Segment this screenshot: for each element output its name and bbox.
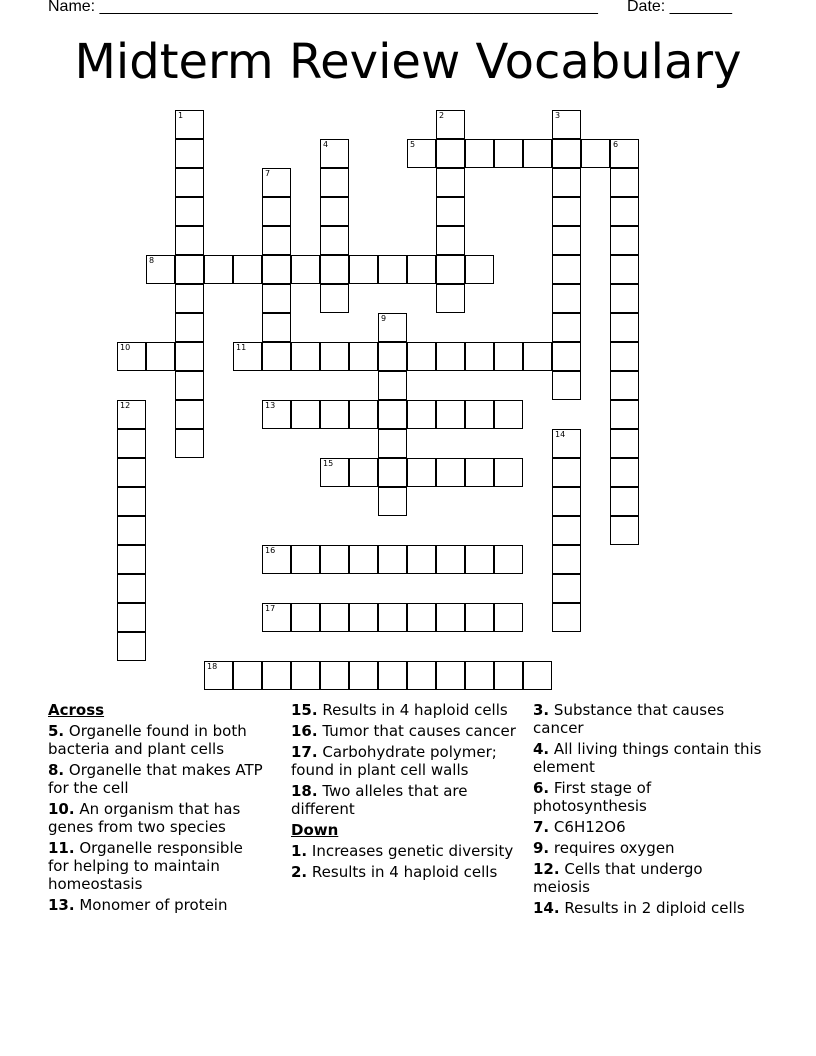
crossword-cell[interactable] xyxy=(610,458,639,487)
clue-down-12 xyxy=(533,860,763,896)
clue-across-17 xyxy=(291,743,521,779)
clue-number-label: 12 xyxy=(120,401,131,410)
crossword-cell[interactable] xyxy=(320,458,349,487)
clue-number-label: 10 xyxy=(120,343,131,352)
crossword-cell[interactable] xyxy=(610,139,639,168)
clue-text: An organism that has genes from two species xyxy=(48,800,241,836)
crossword-cell[interactable] xyxy=(378,487,407,516)
crossword-cell[interactable] xyxy=(117,487,146,516)
clue-number: 2. xyxy=(291,863,308,881)
crossword-cell[interactable] xyxy=(262,603,291,632)
crossword-cell[interactable] xyxy=(552,603,581,632)
clues-column-1 xyxy=(48,701,268,917)
crossword-cell[interactable] xyxy=(552,458,581,487)
crossword-cell[interactable] xyxy=(262,226,291,255)
crossword-cell[interactable] xyxy=(523,139,552,168)
crossword-cell[interactable] xyxy=(378,458,407,487)
crossword-cell[interactable] xyxy=(465,545,494,574)
crossword-cell[interactable] xyxy=(436,226,465,255)
crossword-cell[interactable] xyxy=(262,313,291,342)
clue-text: Results in 2 diploid cells xyxy=(564,899,745,917)
crossword-cell[interactable] xyxy=(465,255,494,284)
crossword-cell[interactable] xyxy=(378,603,407,632)
crossword-cell[interactable] xyxy=(175,168,204,197)
crossword-cell[interactable] xyxy=(523,661,552,690)
crossword-cell[interactable] xyxy=(291,661,320,690)
crossword-cell[interactable] xyxy=(175,284,204,313)
crossword-cell[interactable] xyxy=(378,255,407,284)
crossword-cell[interactable] xyxy=(262,342,291,371)
crossword-cell[interactable] xyxy=(117,400,146,429)
crossword-cell[interactable] xyxy=(610,197,639,226)
crossword-cell[interactable] xyxy=(291,255,320,284)
crossword-cell[interactable] xyxy=(465,458,494,487)
crossword-cell[interactable] xyxy=(436,661,465,690)
crossword-cell[interactable] xyxy=(175,139,204,168)
crossword-cell[interactable] xyxy=(175,197,204,226)
crossword-cell[interactable] xyxy=(175,110,204,139)
crossword-cell[interactable] xyxy=(610,226,639,255)
crossword-cell[interactable] xyxy=(552,371,581,400)
crossword-cell[interactable] xyxy=(494,603,523,632)
clue-number: 11. xyxy=(48,839,75,857)
clue-number-label: 15 xyxy=(323,459,334,468)
crossword-cell[interactable] xyxy=(465,400,494,429)
clue-number-label: 5 xyxy=(410,140,416,149)
crossword-cell[interactable] xyxy=(117,516,146,545)
crossword-cell[interactable] xyxy=(117,632,146,661)
crossword-cell[interactable] xyxy=(349,458,378,487)
clue-text: Organelle responsible for helping to maintain homeostasis xyxy=(48,839,243,893)
date-line: _______ xyxy=(669,0,732,15)
clue-text: Tumor that causes cancer xyxy=(322,722,516,740)
clue-down-4 xyxy=(533,740,763,776)
crossword-cell[interactable] xyxy=(320,168,349,197)
crossword-cell[interactable] xyxy=(117,574,146,603)
clue-number-label: 3 xyxy=(555,111,561,120)
clue-across-13 xyxy=(48,896,268,914)
crossword-cell[interactable] xyxy=(552,342,581,371)
crossword-cell[interactable] xyxy=(465,342,494,371)
clue-number: 7. xyxy=(533,818,550,836)
page-title: Midterm Review Vocabulary xyxy=(74,34,742,90)
clue-text: Cells that undergo meiosis xyxy=(533,860,703,896)
date-field[interactable] xyxy=(627,0,732,16)
crossword-cell[interactable] xyxy=(407,400,436,429)
crossword-cell[interactable] xyxy=(610,371,639,400)
clue-down-14 xyxy=(533,899,763,917)
clue-across-15 xyxy=(291,701,521,719)
crossword-cell[interactable] xyxy=(320,226,349,255)
crossword-cell[interactable] xyxy=(465,603,494,632)
clue-number-label: 14 xyxy=(555,430,566,439)
crossword-cell[interactable] xyxy=(552,226,581,255)
crossword-cell[interactable] xyxy=(552,545,581,574)
clue-across-11 xyxy=(48,839,268,893)
crossword-cell[interactable] xyxy=(262,197,291,226)
crossword-cell[interactable] xyxy=(610,255,639,284)
crossword-cell[interactable] xyxy=(610,168,639,197)
crossword-cell[interactable] xyxy=(378,313,407,342)
crossword-cell[interactable] xyxy=(552,255,581,284)
crossword-cell[interactable] xyxy=(117,342,146,371)
crossword-cell[interactable] xyxy=(436,284,465,313)
clue-number: 14. xyxy=(533,899,560,917)
crossword-cell[interactable] xyxy=(117,545,146,574)
clue-text: Results in 4 haploid cells xyxy=(311,863,498,881)
down-heading: Down xyxy=(291,821,339,839)
crossword-cell[interactable] xyxy=(407,255,436,284)
clues-column-2 xyxy=(291,701,521,884)
clue-number: 13. xyxy=(48,896,75,914)
crossword-cell[interactable] xyxy=(407,545,436,574)
crossword-cell[interactable] xyxy=(552,574,581,603)
clue-number-label: 2 xyxy=(439,111,445,120)
crossword-cell[interactable] xyxy=(610,516,639,545)
clue-number-label: 17 xyxy=(265,604,276,613)
name-field[interactable] xyxy=(48,0,598,16)
clue-number-label: 18 xyxy=(207,662,218,671)
crossword-cell[interactable] xyxy=(494,661,523,690)
crossword-cell[interactable] xyxy=(262,661,291,690)
clue-across-16 xyxy=(291,722,521,740)
crossword-cell[interactable] xyxy=(291,603,320,632)
crossword-cell[interactable] xyxy=(175,342,204,371)
clue-text: Organelle found in both bacteria and plant cells xyxy=(48,722,247,758)
crossword-cell[interactable] xyxy=(436,545,465,574)
crossword-cell[interactable] xyxy=(204,661,233,690)
clue-text: requires oxygen xyxy=(553,839,675,857)
crossword-cell[interactable] xyxy=(436,110,465,139)
crossword-cell[interactable] xyxy=(320,400,349,429)
crossword-cell[interactable] xyxy=(320,139,349,168)
crossword-cell[interactable] xyxy=(552,516,581,545)
crossword-cell[interactable] xyxy=(233,255,262,284)
crossword-cell[interactable] xyxy=(320,255,349,284)
crossword-cell[interactable] xyxy=(117,603,146,632)
clue-number-label: 11 xyxy=(236,343,247,352)
clue-number: 5. xyxy=(48,722,65,740)
crossword-cell[interactable] xyxy=(320,545,349,574)
crossword-cell[interactable] xyxy=(494,342,523,371)
crossword-cell[interactable] xyxy=(523,342,552,371)
crossword-cell[interactable] xyxy=(552,313,581,342)
crossword-cell[interactable] xyxy=(291,545,320,574)
crossword-cell[interactable] xyxy=(436,342,465,371)
clue-number: 3. xyxy=(533,701,550,719)
crossword-cell[interactable] xyxy=(465,139,494,168)
crossword-cell[interactable] xyxy=(407,603,436,632)
crossword-cell[interactable] xyxy=(233,661,262,690)
crossword-cell[interactable] xyxy=(552,487,581,516)
clue-text: Substance that causes cancer xyxy=(533,701,725,737)
clue-number-label: 16 xyxy=(265,546,276,555)
clue-text: Two alleles that are different xyxy=(291,782,468,818)
crossword-cell[interactable] xyxy=(494,458,523,487)
crossword-cell[interactable] xyxy=(349,603,378,632)
crossword-cell[interactable] xyxy=(407,342,436,371)
crossword-cell[interactable] xyxy=(175,313,204,342)
clue-number: 12. xyxy=(533,860,560,878)
crossword-cell[interactable] xyxy=(262,545,291,574)
crossword-cell[interactable] xyxy=(552,284,581,313)
clue-number: 8. xyxy=(48,761,65,779)
crossword-cell[interactable] xyxy=(378,342,407,371)
crossword-cell[interactable] xyxy=(117,458,146,487)
clue-down-3 xyxy=(533,701,763,737)
clue-number: 1. xyxy=(291,842,308,860)
clue-text: C6H12O6 xyxy=(553,818,626,836)
crossword-cell[interactable] xyxy=(552,429,581,458)
crossword-cell[interactable] xyxy=(610,342,639,371)
clue-text: Monomer of protein xyxy=(79,896,228,914)
crossword-cell[interactable] xyxy=(146,342,175,371)
name-label: Name: xyxy=(48,0,96,15)
crossword-cell[interactable] xyxy=(407,139,436,168)
crossword-cell[interactable] xyxy=(552,168,581,197)
crossword-cell[interactable] xyxy=(436,400,465,429)
clue-across-18 xyxy=(291,782,521,818)
clue-text: Carbohydrate polymer; found in plant cell walls xyxy=(291,743,497,779)
crossword-cell[interactable] xyxy=(494,139,523,168)
clue-number: 18. xyxy=(291,782,318,800)
crossword-cell[interactable] xyxy=(610,313,639,342)
crossword-cell[interactable] xyxy=(349,661,378,690)
crossword-cell[interactable] xyxy=(291,342,320,371)
clue-number: 6. xyxy=(533,779,550,797)
clue-down-2 xyxy=(291,863,521,881)
clue-down-6 xyxy=(533,779,763,815)
crossword-cell[interactable] xyxy=(378,429,407,458)
crossword-cell[interactable] xyxy=(494,400,523,429)
clue-number-label: 7 xyxy=(265,169,271,178)
crossword-cell[interactable] xyxy=(552,139,581,168)
crossword-cell[interactable] xyxy=(465,661,494,690)
crossword-cell[interactable] xyxy=(610,429,639,458)
clue-number: 17. xyxy=(291,743,318,761)
crossword-cell[interactable] xyxy=(581,139,610,168)
crossword-cell[interactable] xyxy=(175,371,204,400)
clue-text: First stage of photosynthesis xyxy=(533,779,652,815)
clue-number-label: 13 xyxy=(265,401,276,410)
clue-number-label: 1 xyxy=(178,111,184,120)
crossword-cell[interactable] xyxy=(175,226,204,255)
crossword-cell[interactable] xyxy=(436,139,465,168)
clue-down-9 xyxy=(533,839,763,857)
crossword-cell[interactable] xyxy=(349,400,378,429)
name-line: ________________________________________________________ xyxy=(99,0,598,15)
crossword-cell[interactable] xyxy=(436,255,465,284)
crossword-cell[interactable] xyxy=(117,429,146,458)
crossword-cell[interactable] xyxy=(552,110,581,139)
clue-number: 16. xyxy=(291,722,318,740)
crossword-cell[interactable] xyxy=(407,458,436,487)
clue-number-label: 6 xyxy=(613,140,619,149)
crossword-cell[interactable] xyxy=(233,342,262,371)
clue-across-10 xyxy=(48,800,268,836)
clue-number-label: 8 xyxy=(149,256,155,265)
crossword-cell[interactable] xyxy=(175,429,204,458)
crossword-cell[interactable] xyxy=(407,661,436,690)
crossword-cell[interactable] xyxy=(320,661,349,690)
crossword-cell[interactable] xyxy=(262,284,291,313)
crossword-cell[interactable] xyxy=(378,661,407,690)
clue-number: 9. xyxy=(533,839,550,857)
crossword-cell[interactable] xyxy=(378,545,407,574)
crossword-cell[interactable] xyxy=(436,168,465,197)
crossword-cell[interactable] xyxy=(204,255,233,284)
crossword-cell[interactable] xyxy=(349,342,378,371)
clue-across-8 xyxy=(48,761,268,797)
clue-number-label: 9 xyxy=(381,314,387,323)
crossword-cell[interactable] xyxy=(552,197,581,226)
crossword-cell[interactable] xyxy=(175,255,204,284)
crossword-cell[interactable] xyxy=(378,400,407,429)
crossword-cell[interactable] xyxy=(436,458,465,487)
crossword-cell[interactable] xyxy=(175,400,204,429)
clue-down-1 xyxy=(291,842,521,860)
crossword-cell[interactable] xyxy=(610,284,639,313)
clue-text: Results in 4 haploid cells xyxy=(322,701,508,719)
crossword-cell[interactable] xyxy=(262,400,291,429)
crossword-cell[interactable] xyxy=(146,255,175,284)
date-label: Date: xyxy=(627,0,666,15)
crossword-cell[interactable] xyxy=(291,400,320,429)
clue-number: 4. xyxy=(533,740,550,758)
crossword-cell[interactable] xyxy=(610,487,639,516)
clue-text: All living things contain this element xyxy=(533,740,762,776)
crossword-cell[interactable] xyxy=(320,197,349,226)
crossword-cell[interactable] xyxy=(494,545,523,574)
crossword-cell[interactable] xyxy=(378,371,407,400)
crossword-cell[interactable] xyxy=(436,603,465,632)
crossword-cell[interactable] xyxy=(349,545,378,574)
crossword-cell[interactable] xyxy=(349,255,378,284)
across-heading: Across xyxy=(48,701,105,719)
crossword-cell[interactable] xyxy=(320,342,349,371)
clue-number-label: 4 xyxy=(323,140,329,149)
crossword-cell[interactable] xyxy=(320,284,349,313)
crossword-cell[interactable] xyxy=(262,255,291,284)
clue-text: Organelle that makes ATP for the cell xyxy=(48,761,263,797)
clues-column-3 xyxy=(533,701,763,920)
crossword-cell[interactable] xyxy=(436,197,465,226)
clue-number: 15. xyxy=(291,701,318,719)
crossword-cell[interactable] xyxy=(610,400,639,429)
clue-number: 10. xyxy=(48,800,75,818)
clue-down-7 xyxy=(533,818,763,836)
clue-across-5 xyxy=(48,722,268,758)
crossword-cell[interactable] xyxy=(320,603,349,632)
crossword-cell[interactable] xyxy=(262,168,291,197)
clue-text: Increases genetic diversity xyxy=(311,842,514,860)
